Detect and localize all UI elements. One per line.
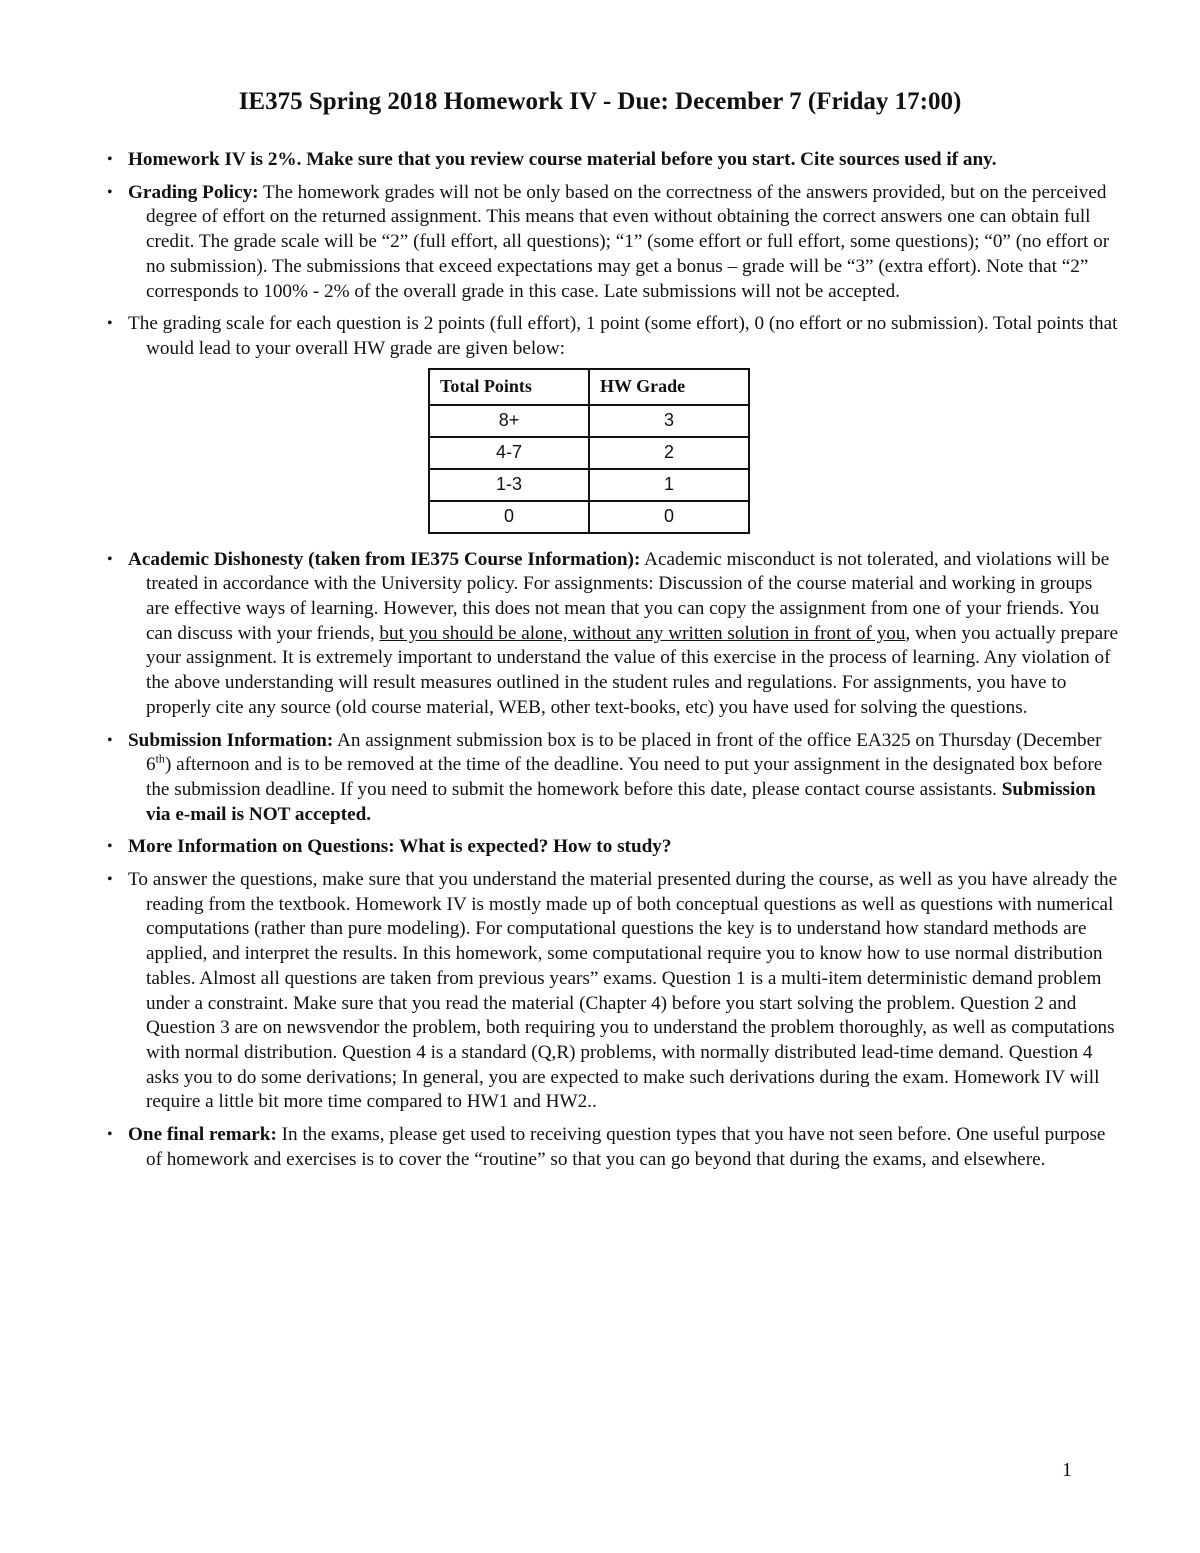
bullet-text: The grading scale for each question is 2 points (full effort), 1 point (some effort), 0 (no effort or no submission). Total points that would lead to your overall HW grade are given below:: [128, 313, 1118, 359]
table-cell: 0: [589, 501, 749, 533]
bullet-dot-icon: •: [107, 151, 113, 168]
bullet-text: Academic misconduct is not tolerated, and violations will be treated in accordance with the University policy. For assignments: Discussion of the course material and working in groups are effective ways of learning. However, this does not mean that you can copy the assignment from one of your friends. You can discuss with your friends,: [146, 548, 1110, 644]
bullet-bold-text: Grading Policy:: [128, 181, 259, 203]
page-title: IE375 Spring 2018 Homework IV - Due: December 7 (Friday 17:00): [238, 88, 962, 115]
bullet-text: , when you actually prepare your assignment. It is extremely important to understand the value of this exercise in the process of learning. Any violation of the above understanding will result measures outlined in the student rules and regulations. For assignments, you have to properly cite any source (old course material, WEB, other text-books, etc) you have used for solving the questions.: [146, 622, 1118, 718]
bullet-final-remark: [106, 1123, 1120, 1172]
table-row: [429, 437, 749, 469]
bullet-dot-icon: •: [107, 838, 113, 856]
table-row: [429, 469, 749, 501]
table-row: [429, 405, 749, 437]
superscript: th: [155, 751, 165, 766]
bullet-dot-icon: •: [107, 871, 113, 889]
table-cell: 1: [589, 469, 749, 501]
bullet-bold-text: Submission Information:: [128, 729, 334, 751]
bullet-text: To answer the questions, make sure that you understand the material presented during the course, as well as you have already the reading from the textbook. Homework IV is mostly made up of both conceptual questions as well as questions with numerical computations (rather than pure modeling). For computational questions the key is to understand how standard methods are applied, and interpret the results. In this homework, some computational require you to know how to use normal distribution tables. Almost all questions are taken from previous years” exams. Question 1 is a multi-item deterministic demand problem under a constraint. Make sure that you read the material (Chapter 4) before you start solving the problem. Question 2 and Question 3 are on newsvendor the problem, both requiring you to understand the problem thoroughly, as well as computations with normal distribution. Question 4 is a standard (Q,R) problems, with normally distributed lead-time demand. Question 4 asks you to do some derivations; In general, you are expected to make such derivations during the exam. Homework IV will require a little bit more time compared to HW1 and HW2..: [128, 869, 1118, 1113]
bullet-text: In the exams, please get used to receiving question types that you have not seen before. One useful purpose of homework and exercises is to cover the “routine” so that you can go beyond that during the exams, and elsewhere.: [146, 1124, 1106, 1170]
bullet-dot-icon: •: [107, 1126, 113, 1144]
underlined-text: but you should be alone, without any written solution in front of you: [379, 622, 906, 644]
bullet-grading-scale: [106, 312, 1120, 361]
table-row: [429, 501, 749, 533]
bullet-list: [106, 148, 1120, 1181]
bullet-text: The homework grades will not be only based on the correctness of the answers provided, but on the perceived degree of effort on the returned assignment. This means that even without obtaining the correct answers one can obtain full credit. The grade scale will be “2” (full effort, all questions); “1” (some effort or full effort, some questions); “0” (no effort or no submission). The submissions that exceed expectations may get a bonus – grade will be “3” (extra effort). Note that “2” corresponds to 100% - 2% of the overall grade in this case. Late submissions will not be accepted.: [146, 181, 1110, 302]
bullet-bold-text: More Information on Questions: What is expected? How to study?: [128, 836, 672, 858]
table-header-cell: Total Points: [429, 369, 589, 405]
table-header-row: [429, 369, 749, 405]
table-cell: 2: [589, 437, 749, 469]
bullet-homework-weight: [106, 148, 1120, 173]
bullet-dot-icon: •: [107, 731, 113, 749]
bullet-submission-information: [106, 729, 1120, 828]
bullet-bold-text: Submission via e-mail is NOT accepted.: [146, 778, 1096, 825]
bullet-bold-text: Homework IV is 2%. Make sure that you review course material before you start. Cite sources used if any.: [128, 149, 997, 170]
table-cell: 1-3: [429, 469, 589, 501]
bullet-dot-icon: •: [107, 315, 113, 333]
bullet-academic-dishonesty: [106, 548, 1120, 721]
grade-table-container: [428, 368, 1120, 534]
bullet-questions-guidance: [106, 868, 1120, 1115]
bullet-grading-policy: [106, 181, 1120, 305]
bullet-text: ) afternoon and is to be removed at the time of the deadline. You need to put your assignment in the designated box before the submission deadline. If you need to submit the homework before this date, please contact course assistants.: [146, 754, 1103, 800]
bullet-bold-text: One final remark:: [128, 1124, 277, 1146]
bullet-dot-icon: •: [107, 183, 113, 201]
bullet-more-information: [106, 835, 1120, 860]
grade-table: [428, 368, 750, 534]
table-cell: 3: [589, 405, 749, 437]
table-cell: 4-7: [429, 437, 589, 469]
table-header-cell: HW Grade: [589, 369, 749, 405]
page-number: 1: [1062, 1459, 1072, 1481]
table-cell: 0: [429, 501, 589, 533]
bullet-bold-text: Academic Dishonesty (taken from IE375 Course Information):: [128, 548, 641, 570]
bullet-text: An assignment submission box is to be placed in front of the office EA325 on Thursday (December 6: [146, 729, 1102, 776]
bullet-dot-icon: •: [107, 550, 113, 568]
table-cell: 8+: [429, 405, 589, 437]
